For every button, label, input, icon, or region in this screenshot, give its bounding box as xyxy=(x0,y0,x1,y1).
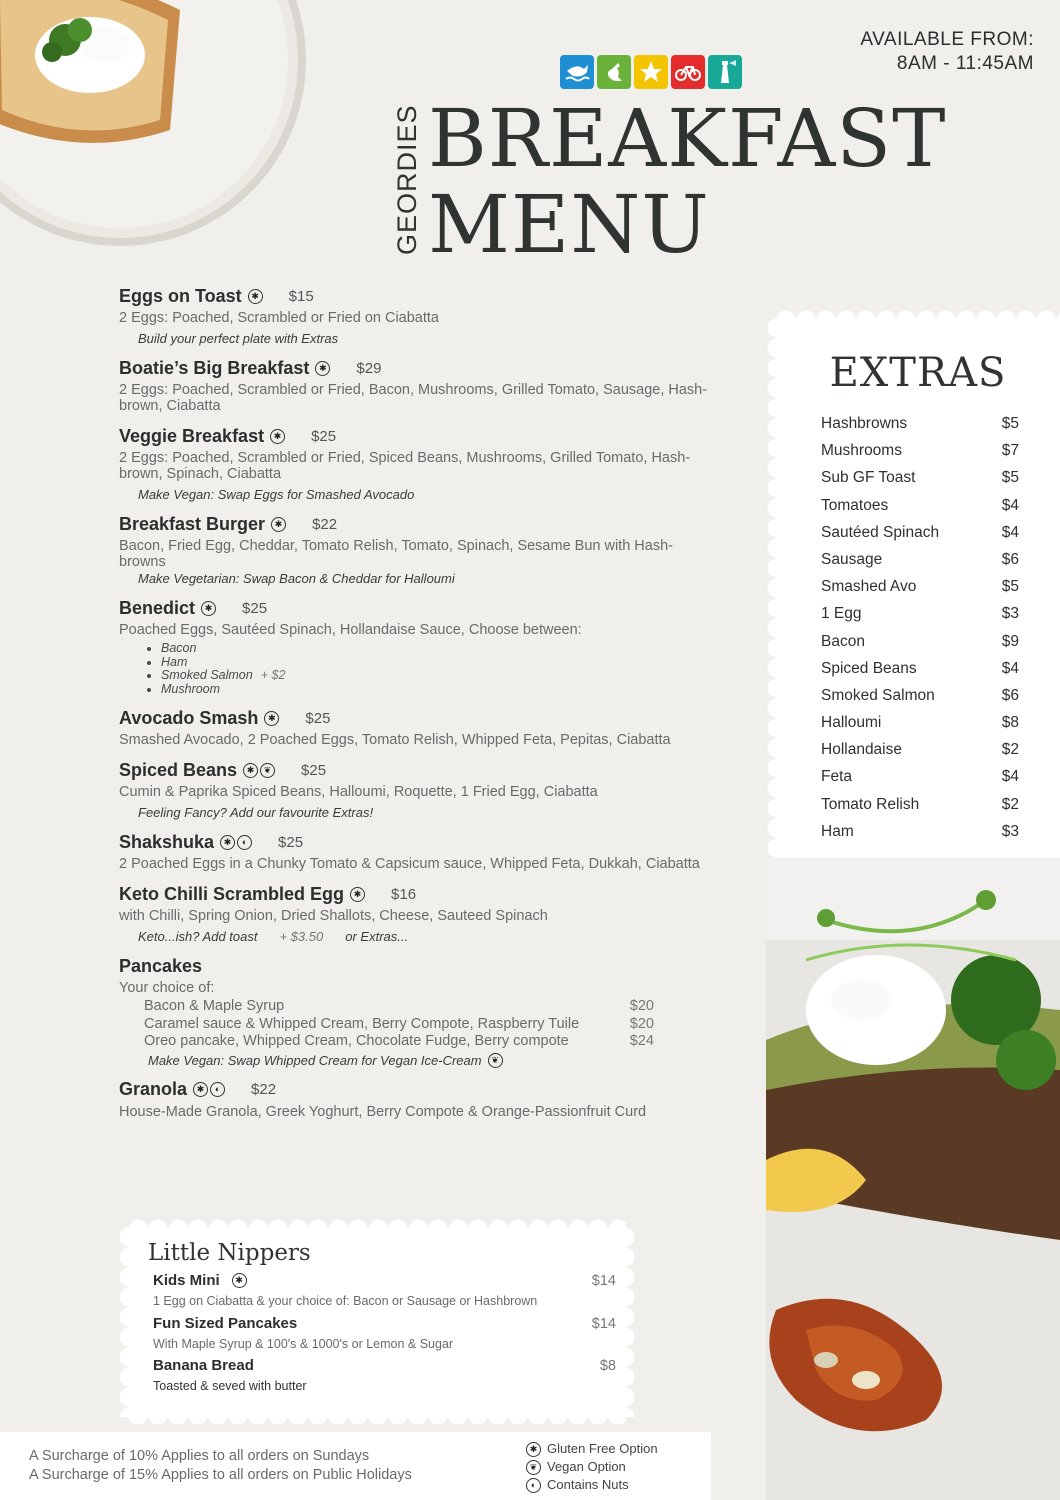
item-price: $25 xyxy=(301,761,327,779)
available-hours: 8AM - 11:45AM xyxy=(896,53,1034,74)
item-note: Build your perfect plate with Extras xyxy=(138,331,339,346)
option-extra-price: + $2 xyxy=(260,668,286,682)
gluten-free-icon: ✱ xyxy=(315,361,330,376)
whale-icon xyxy=(560,55,594,89)
item-desc: Poached Eggs, Sautéed Spinach, Hollandaise Sauce, Choose between: xyxy=(119,622,582,638)
extras-title: EXTRAS xyxy=(829,350,1007,396)
item-desc: Smashed Avocado, 2 Poached Eggs, Tomato Relish, Whipped Feta, Pepitas, Ciabatta xyxy=(119,732,671,748)
starfish-icon xyxy=(634,55,668,89)
item-desc: 1 Egg on Ciabatta & your choice of: Bacon or Sausage or Hashbrown xyxy=(153,1294,538,1308)
dietary-legend xyxy=(526,1440,658,1494)
note-text: Keto...ish? Add toast xyxy=(138,929,258,944)
gluten-free-icon: ✱ xyxy=(264,711,279,726)
list-item xyxy=(821,768,1019,795)
kids-menu-item xyxy=(153,1315,616,1351)
vegan-icon: ❦ xyxy=(526,1460,541,1475)
item-name: Granola xyxy=(119,1079,188,1099)
list-item xyxy=(161,669,719,683)
menu-item xyxy=(119,597,719,696)
note-price: + $3.50 xyxy=(279,929,324,944)
list-item xyxy=(821,415,1019,442)
menu-item xyxy=(119,513,719,586)
legend-item xyxy=(526,1458,658,1476)
list-item xyxy=(821,578,1019,605)
item-price: $14 xyxy=(591,1315,616,1332)
item-price: $22 xyxy=(251,1081,277,1098)
gluten-free-icon: ✱ xyxy=(526,1442,541,1457)
list-item: • Mushroom xyxy=(161,683,719,697)
item-desc: with Chilli, Spring Onion, Dried Shallots, Cheese, Sauteed Spinach xyxy=(119,908,548,924)
extra-price: $6 xyxy=(1001,550,1019,568)
extra-name: Sub GF Toast xyxy=(821,469,916,487)
item-price: $22 xyxy=(312,515,338,533)
item-name: Keto Chilli Scrambled Egg xyxy=(119,883,345,904)
breakfast-menu xyxy=(119,285,719,1131)
extra-name: 1 Egg xyxy=(821,605,862,623)
list-item xyxy=(821,714,1019,741)
list-item xyxy=(144,998,654,1016)
item-desc: Cumin & Paprika Spiced Beans, Halloumi, Roquette, 1 Fried Egg, Ciabatta xyxy=(119,784,598,800)
gluten-free-icon: ✱ xyxy=(193,1082,208,1097)
list-item xyxy=(144,1033,654,1051)
item-name-text: Kids Mini xyxy=(153,1272,220,1289)
option-price: $20 xyxy=(629,998,654,1014)
gluten-free-icon: ✱ xyxy=(248,289,263,304)
extra-name: Sausage xyxy=(821,550,883,568)
gluten-free-icon: ✱ xyxy=(350,887,365,902)
option-label: Oreo pancake, Whipped Cream, Chocolate Fudge, Berry compote xyxy=(144,1033,569,1049)
menu-item xyxy=(119,707,719,748)
item-note xyxy=(148,1053,719,1068)
list-item: • Bacon xyxy=(161,642,719,656)
extra-name: Mushrooms xyxy=(821,442,902,460)
extra-name: Tomatoes xyxy=(821,496,889,514)
menu-item xyxy=(119,883,719,944)
surcharge-sundays: A Surcharge of 10% Applies to all orders on Sundays xyxy=(29,1448,370,1464)
item-price: $14 xyxy=(591,1272,616,1289)
item-desc: 2 Eggs: Poached, Scrambled or Fried on Ciabatta xyxy=(119,310,439,326)
item-price: $8 xyxy=(599,1357,616,1374)
item-price: $25 xyxy=(278,833,304,851)
item-name: Veggie Breakfast xyxy=(119,425,265,446)
nuts-icon: ◐ xyxy=(237,835,252,850)
item-name: Breakfast Burger xyxy=(119,513,266,534)
extra-price: $3 xyxy=(1001,605,1019,623)
brand-name: GEORDIES xyxy=(392,104,422,255)
option-label: Caramel sauce & Whipped Cream, Berry Compote, Raspberry Tuile xyxy=(144,1015,580,1032)
gluten-free-icon: ✱ xyxy=(220,835,235,850)
item-note: Make Vegan: Swap Eggs for Smashed Avocado xyxy=(138,487,415,502)
extra-name: Bacon xyxy=(821,632,865,650)
list-item xyxy=(821,633,1019,660)
lighthouse-icon xyxy=(708,55,742,89)
availability xyxy=(860,28,1034,76)
item-name: Spiced Beans xyxy=(119,759,238,780)
option-label: Bacon & Maple Syrup xyxy=(144,998,285,1014)
legend-item xyxy=(526,1476,658,1494)
gluten-free-icon: ✱ xyxy=(270,429,285,444)
extra-price: $9 xyxy=(1001,632,1019,650)
pancake-options xyxy=(144,998,654,1051)
kids-menu-title: Little Nippers xyxy=(148,1240,311,1266)
option-price: $24 xyxy=(629,1033,654,1049)
food-photo xyxy=(766,860,1060,1500)
extra-price: $7 xyxy=(1001,442,1019,460)
list-item xyxy=(821,796,1019,823)
menu-item xyxy=(119,425,719,502)
list-item xyxy=(144,1016,654,1034)
item-desc: 2 Poached Eggs in a Chunky Tomato & Capsicum sauce, Whipped Feta, Dukkah, Ciabatta xyxy=(119,856,700,872)
extra-price: $6 xyxy=(1001,686,1019,704)
extra-name: Smashed Avo xyxy=(821,578,917,596)
extra-price: $4 xyxy=(1001,659,1019,677)
vegan-icon: ❦ xyxy=(260,763,275,778)
extras-list xyxy=(821,415,1019,850)
item-desc: Your choice of: xyxy=(119,980,215,996)
list-item xyxy=(821,551,1019,578)
item-price: $25 xyxy=(305,709,331,727)
item-name: Boatie’s Big Breakfast xyxy=(119,357,310,378)
item-desc: Bacon, Fried Egg, Cheddar, Tomato Relish, Tomato, Spinach, Sesame Bun with Hash-browns xyxy=(119,538,673,570)
list-item: • Ham xyxy=(161,656,719,670)
menu-item xyxy=(119,955,719,1068)
item-name: Benedict xyxy=(119,597,196,618)
kids-menu-item xyxy=(153,1272,616,1308)
gluten-free-icon: ✱ xyxy=(201,601,216,616)
surcharge-holidays: A Surcharge of 15% Applies to all orders on Public Holidays xyxy=(29,1467,412,1483)
list-item xyxy=(821,524,1019,551)
item-name: Eggs on Toast xyxy=(119,285,242,306)
page-title xyxy=(428,92,947,271)
extra-price: $5 xyxy=(1001,469,1019,487)
extra-price: $5 xyxy=(1001,415,1019,432)
item-price: $29 xyxy=(356,359,382,377)
nuts-icon: ◐ xyxy=(210,1082,225,1097)
extra-price: $5 xyxy=(1001,578,1019,596)
menu-item xyxy=(119,831,719,872)
menu-item xyxy=(119,1079,719,1120)
option-price: $20 xyxy=(629,1015,654,1032)
kangaroo-icon xyxy=(597,55,631,89)
list-item xyxy=(821,497,1019,524)
item-price: $16 xyxy=(391,885,417,903)
item-note: Feeling Fancy? Add our favourite Extras! xyxy=(138,805,374,820)
item-price: $25 xyxy=(242,599,268,617)
legend-item xyxy=(526,1440,658,1458)
item-desc: With Maple Syrup & 100's & 1000's or Lemon & Sugar xyxy=(153,1337,454,1351)
extra-name: Feta xyxy=(821,768,853,786)
item-desc: 2 Eggs: Poached, Scrambled or Fried, Bacon, Mushrooms, Grilled Tomato, Sausage, Hash-brown, Ciabatta xyxy=(119,382,708,414)
gluten-free-icon: ✱ xyxy=(243,763,258,778)
list-item xyxy=(821,741,1019,768)
list-item xyxy=(821,823,1019,850)
list-item xyxy=(821,687,1019,714)
extra-name: Sautéed Spinach xyxy=(821,523,940,541)
menu-item xyxy=(119,759,719,820)
note-tail: or Extras... xyxy=(345,929,409,944)
item-desc: House-Made Granola, Greek Yoghurt, Berry Compote & Orange-Passionfruit Curd xyxy=(119,1103,647,1120)
list-item xyxy=(821,469,1019,496)
item-name xyxy=(153,1272,247,1289)
menu-item xyxy=(119,357,719,414)
extra-price: $2 xyxy=(1001,741,1019,759)
extra-price: $4 xyxy=(1001,523,1019,541)
benedict-options xyxy=(161,642,719,696)
extra-name: Hollandaise xyxy=(821,741,902,759)
item-note xyxy=(138,929,719,944)
legend-label: Vegan Option xyxy=(547,1459,626,1474)
title-line-1: BREAKFAST xyxy=(428,92,947,185)
vegan-icon: ❦ xyxy=(488,1053,503,1068)
item-desc: 2 Eggs: Poached, Scrambled or Fried, Spiced Beans, Mushrooms, Grilled Tomato, Hash-brown, Spinach, Ciabatta xyxy=(119,450,691,482)
available-label: AVAILABLE FROM: xyxy=(860,29,1034,50)
brand-icons xyxy=(560,55,742,89)
extra-price: $3 xyxy=(1001,822,1019,840)
note-text: Make Vegan: Swap Whipped Cream for Vegan Ice-Cream xyxy=(148,1052,482,1068)
nuts-icon: ◐ xyxy=(526,1478,541,1493)
gluten-free-icon: ✱ xyxy=(271,517,286,532)
item-name: Avocado Smash xyxy=(119,707,259,728)
item-name: Fun Sized Pancakes xyxy=(153,1315,298,1332)
list-item xyxy=(821,660,1019,687)
extra-name: Halloumi xyxy=(821,714,882,732)
extra-name: Tomato Relish xyxy=(821,795,920,813)
legend-label: Contains Nuts xyxy=(547,1477,629,1492)
extra-name: Hashbrowns xyxy=(821,415,908,432)
item-price: $15 xyxy=(288,287,314,305)
item-note: Make Vegetarian: Swap Bacon & Cheddar for Halloumi xyxy=(138,571,455,586)
menu-item xyxy=(119,285,719,346)
item-name: Banana Bread xyxy=(153,1357,254,1374)
extra-name: Ham xyxy=(821,822,854,840)
list-item xyxy=(821,605,1019,632)
extra-price: $4 xyxy=(1001,768,1019,786)
option-label: Smoked Salmon xyxy=(161,668,253,682)
item-name: Pancakes xyxy=(119,955,203,976)
surcharge-notice xyxy=(29,1447,412,1485)
extra-price: $2 xyxy=(1001,795,1019,813)
item-desc: Toasted & seved with butter xyxy=(153,1379,307,1393)
plate-photo xyxy=(0,0,310,250)
extra-name: Smoked Salmon xyxy=(821,686,935,704)
extra-price: $8 xyxy=(1001,714,1019,732)
bicycle-icon xyxy=(671,55,705,89)
item-name: Shakshuka xyxy=(119,831,215,852)
kids-menu-item xyxy=(153,1357,616,1393)
title-line-2: MENU xyxy=(428,178,710,271)
gluten-free-icon: ✱ xyxy=(232,1273,247,1288)
item-price: $25 xyxy=(311,427,337,445)
extra-name: Spiced Beans xyxy=(821,659,917,677)
list-item xyxy=(821,442,1019,469)
legend-label: Gluten Free Option xyxy=(547,1441,658,1456)
extra-price: $4 xyxy=(1001,496,1019,514)
